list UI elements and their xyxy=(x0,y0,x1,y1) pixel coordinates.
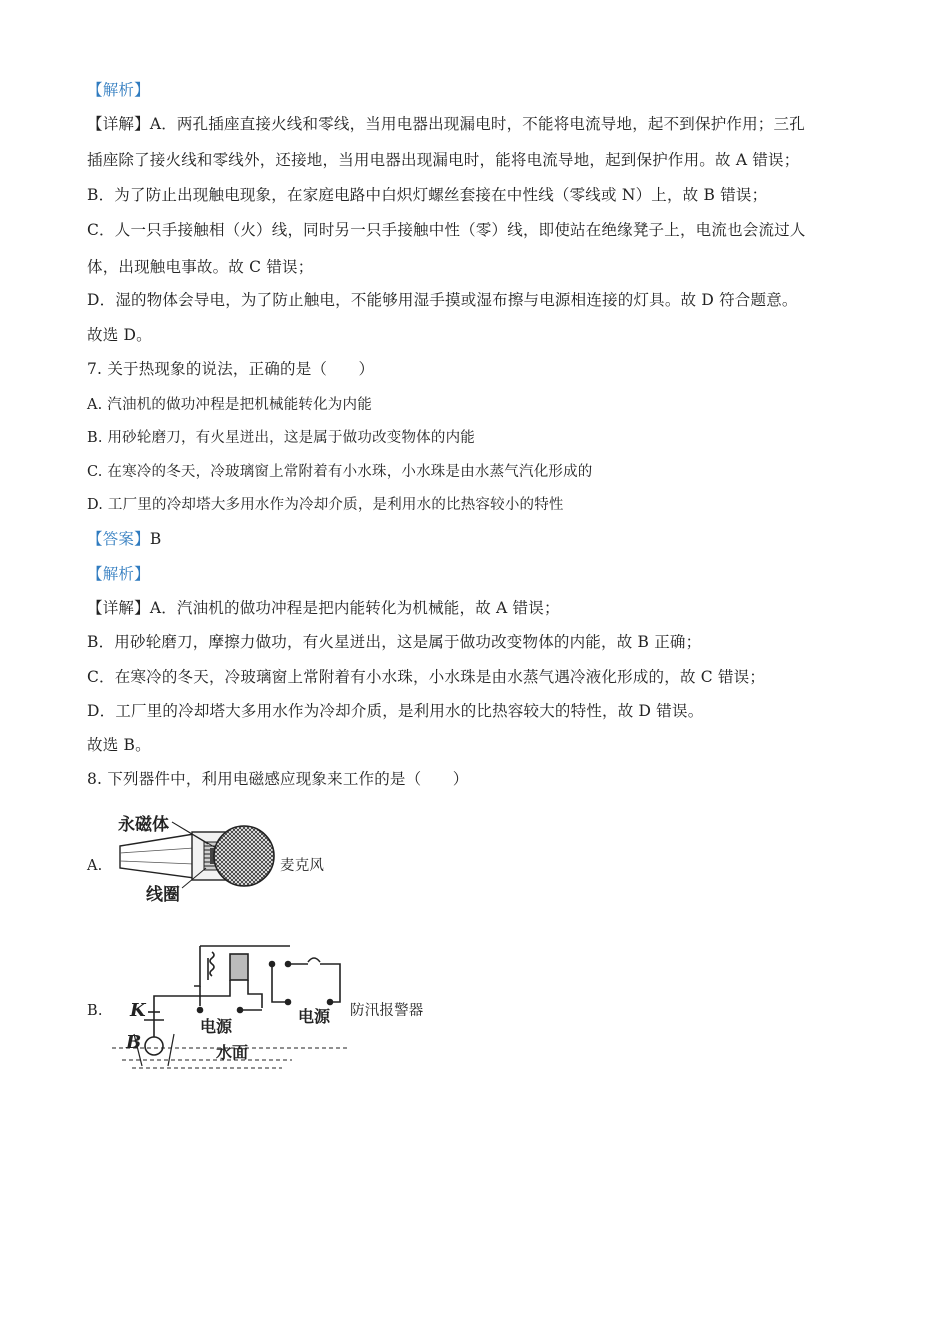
q6-detail-line-6: D．湿的物体会导电，为了防止触电，不能够用湿手摸或湿布擦与电源相连接的灯具。故 D 符合题意。 xyxy=(87,291,798,309)
q7-option-b: B. 用砂轮磨刀，有火星迸出，这是属于做功改变物体的内能 xyxy=(87,430,475,446)
q7-question: 7. 关于热现象的说法，正确的是（ ） xyxy=(87,360,375,378)
q7-detail-line-3: C．在寒冷的冬天，冷玻璃窗上常附着有小水珠，小水珠是由水蒸气遇冷液化形成的，故 C 错误； xyxy=(87,668,766,686)
q7-option-d: D. 工厂里的冷却塔大多用水作为冷却介质，是利用水的比热容较小的特性 xyxy=(87,497,564,513)
q6-detail-line-1: 【详解】A．两孔插座直接火线和零线，当用电器出现漏电时，不能将电流导地，起不到保护作用；三孔 xyxy=(87,115,805,133)
power-source-label-left: 电源 xyxy=(200,1017,233,1036)
q7-detail-line-4: D．工厂里的冷却塔大多用水作为冷却介质，是利用水的比热容较大的特性，故 D 错误。 xyxy=(87,702,704,720)
q8-question: 8. 下列器件中，利用电磁感应现象来工作的是（ ） xyxy=(87,770,469,788)
magnet-label: 永磁体 xyxy=(118,815,169,835)
q6-conclusion: 故选 D。 xyxy=(87,326,152,344)
coil-label: 线圈 xyxy=(146,885,180,905)
power-source-label-right: 电源 xyxy=(298,1007,331,1026)
q6-detail-line-5: 体，出现触电事故。故 C 错误； xyxy=(87,258,314,276)
float-b-label: B xyxy=(126,1032,142,1053)
detail-tag: 【详解】 xyxy=(87,115,150,133)
q7-answer xyxy=(87,528,161,550)
q6-detail-line-2: 插座除了接火线和零线外，还接地，当用电器出现漏电时，能将电流导地，起到保护作用。故 A 错误； xyxy=(87,151,800,169)
q8-option-b-letter: B. xyxy=(87,1003,103,1019)
q8-option-a-letter: A. xyxy=(87,858,103,874)
q7-analysis-tag: 【解析】 xyxy=(87,565,150,583)
answer-tag: 【答案】 xyxy=(87,530,150,548)
q6-detail-line-3: B．为了防止出现触电现象，在家庭电路中白炽灯螺丝套接在中性线（零线或 N）上，故 B 错误； xyxy=(87,186,768,204)
water-surface-label: 水面 xyxy=(216,1043,249,1062)
q7-conclusion: 故选 B。 xyxy=(87,736,151,754)
q7-detail-line-1: 【详解】A．汽油机的做功冲程是把内能转化为机械能，故 A 错误； xyxy=(87,599,560,617)
q7-option-c: C. 在寒冷的冬天，冷玻璃窗上常附着有小水珠，小水珠是由水蒸气汽化形成的 xyxy=(87,464,593,480)
switch-k-label: K xyxy=(130,1000,146,1021)
answer-value: B xyxy=(149,530,162,548)
q6-detail-line-4: C．人一只手接触相（火）线，同时另一只手接触中性（零）线，即使站在绝缘凳子上，电流也会流过人 xyxy=(87,221,806,239)
q8-option-a-caption: 麦克风 xyxy=(280,858,325,874)
detail-tag: 【详解】 xyxy=(87,599,150,617)
q8-option-b-caption: 防汛报警器 xyxy=(350,1003,424,1019)
q7-detail-line-2: B．用砂轮磨刀，摩擦力做功，有火星迸出，这是属于做功改变物体的内能，故 B 正确； xyxy=(87,633,702,651)
flood-alarm-figure xyxy=(112,936,348,1070)
microphone-figure xyxy=(112,808,282,906)
q7-option-a: A. 汽油机的做功冲程是把机械能转化为内能 xyxy=(87,397,372,413)
analysis-tag: 【解析】 xyxy=(87,81,150,99)
